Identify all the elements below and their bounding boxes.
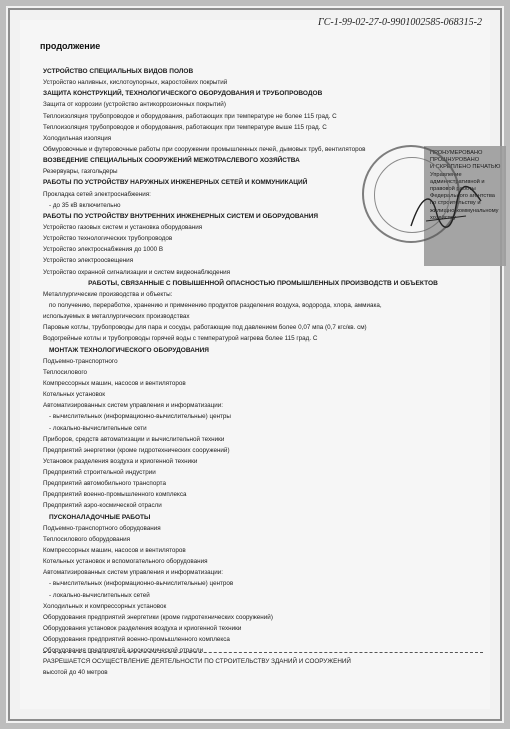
list-item: Подъемно-транспортного оборудования: [43, 524, 161, 532]
list-item: Установок разделения воздуха и криогенной техники: [43, 457, 198, 465]
stamp-line: по строительству и: [430, 200, 481, 207]
list-item: по получению, переработке, хранению и применению продуктов разделения воздуха, водорода, хлора, аммиака,: [49, 301, 382, 309]
section-heading: ЗАЩИТА КОНСТРУКЦИЙ, ТЕХНОЛОГИЧЕСКОГО ОБОРУДОВАНИЯ И ТРУБОПРОВОДОВ: [43, 90, 323, 98]
list-item: Устройство наливных, кислотоупорных, жаростойких покрытий: [43, 79, 228, 87]
section-heading: ВОЗВЕДЕНИЕ СПЕЦИАЛЬНЫХ СООРУЖЕНИЙ МЕЖОТРАСЛЕВОГО ХОЗЯЙСТВА: [43, 157, 300, 165]
list-item: Котельных установок и вспомогательного оборудования: [43, 558, 208, 566]
list-item: Предприятий строительной индустрии: [43, 469, 156, 477]
stamp-line: жилищно-коммунальному хозяйству: [430, 207, 499, 221]
list-item: - локально-вычислительных сетей: [49, 591, 150, 599]
list-item: - до 35 кВ включительно: [49, 201, 121, 209]
list-item: Предприятий аэро-космической отрасли: [43, 502, 162, 510]
stamp-line: ПРОНУМЕРОВАНО: [430, 150, 483, 156]
list-item: Компрессорных машин, насосов и вентиляторов: [43, 547, 186, 555]
list-item: Теплоизоляция трубопроводов и оборудования, работающих при температуре не более 115 град. С: [43, 112, 337, 120]
list-item: используемых в металлургических производствах: [43, 313, 190, 321]
list-item: Обмуровочные и футеровочные работы при сооружении промышленных печей, дымовых труб, вентиляторов: [43, 145, 366, 153]
list-item: Предприятий автомобильного транспорта: [43, 480, 167, 488]
stamp-line: И СКРЕПЛЕНО ПЕЧАТЬЮ: [430, 164, 501, 171]
continuation-label: продолжение: [40, 41, 101, 51]
license-number: ГС-1-99-02-27-0-9901002585-068315-2: [318, 17, 482, 28]
list-item: Подъемно-транспортного: [43, 357, 118, 365]
list-item: Устройство газовых систем и установка оборудования: [43, 223, 203, 231]
stamp-line: ПРОШНУРОВАНО: [430, 157, 480, 164]
list-item: Водогрейные котлы и трубопроводы горячей воды с температурой нагрева более 115 град. С: [43, 335, 318, 343]
list-item: Предприятий энергетики (кроме гидротехнических сооружений): [43, 446, 230, 454]
list-item: Паровые котлы, трубопроводы для пара и сосуды, работающие под давлением более 0,07 мпа (0,7 кгс/кв. см): [43, 324, 367, 332]
section-heading: УСТРОЙСТВО СПЕЦИАЛЬНЫХ ВИДОВ ПОЛОВ: [43, 68, 194, 75]
divider: [43, 652, 483, 653]
list-item: Оборудования предприятий аэрокосмической отрасли: [43, 647, 204, 655]
list-item: Устройство электроснабжения до 1000 В: [43, 246, 164, 254]
list-item: Оборудования предприятий энергетики (кроме гидротехнических сооружений): [43, 613, 273, 621]
permission-height: высотой до 40 метров: [43, 669, 108, 677]
list-item: Оборудования предприятий военно-промышленного комплекса: [43, 636, 230, 644]
permission-note: [43, 647, 483, 678]
list-item: Оборудования установок разделения воздуха и криогенной техники: [43, 625, 242, 633]
list-item: Теплосилового оборудования: [43, 535, 131, 543]
list-item: - вычислительных (информационно-вычислительные) центров: [49, 580, 234, 588]
stamp-line: Федерального агентства: [430, 193, 495, 200]
list-item: Котельных установок: [43, 391, 106, 399]
list-item: Устройство охранной сигнализации и систем видеонаблюдения: [43, 268, 231, 276]
list-item: Устройство технологических трубопроводов: [43, 235, 173, 243]
list-item: Компрессорных машин, насосов и вентиляторов: [43, 379, 186, 387]
list-item: Приборов, средств автоматизации и вычислительной техники: [43, 435, 225, 443]
stamp-line: Управление административной и правовой работы: [430, 171, 485, 193]
list-item: Устройство электроосвещения: [43, 257, 134, 265]
list-item: Теплосилового: [43, 368, 88, 376]
list-item: Автоматизированных систем управления и информатизации:: [43, 402, 224, 410]
list-item: - вычислительных (информационно-вычислительные) центры: [49, 413, 231, 421]
list-item: Металлургические производства и объекты:: [43, 290, 173, 298]
list-item: Прокладка сетей электроснабжения:: [43, 190, 151, 198]
section-heading: РАБОТЫ ПО УСТРОЙСТВУ ВНУТРЕННИХ ИНЖЕНЕРНЫХ СИСТЕМ И ОБОРУДОВАНИЯ: [43, 212, 319, 220]
section-heading: РАБОТЫ ПО УСТРОЙСТВУ НАРУЖНЫХ ИНЖЕНЕРНЫХ СЕТЕЙ И КОММУНИКАЦИЙ: [43, 179, 308, 187]
list-item: Резервуары, газгольдеры: [43, 168, 118, 176]
list-item: Защита от коррозии (устройство антикоррозионных покрытий): [43, 101, 226, 109]
section-heading: МОНТАЖ ТЕХНОЛОГИЧЕСКОГО ОБОРУДОВАНИЯ: [49, 346, 209, 354]
section-heading: РАБОТЫ, СВЯЗАННЫЕ С ПОВЫШЕННОЙ ОПАСНОСТЬЮ ПРОМЫШЛЕННЫХ ПРОИЗВОДСТВ И ОБЪЕКТОВ: [88, 279, 438, 287]
list-item: Предприятий военно-промышленного комплекса: [43, 491, 187, 499]
list-item: Холодильная изоляция: [43, 134, 112, 142]
permission-text: РАЗРЕШАЕТСЯ ОСУЩЕСТВЛЕНИЕ ДЕЯТЕЛЬНОСТИ ПО СТРОИТЕЛЬСТВУ ЗДАНИЙ И СООРУЖЕНИЙ: [43, 658, 351, 665]
section-heading: ПУСКОНАЛАДОЧНЫЕ РАБОТЫ: [49, 513, 151, 521]
list-item: Теплоизоляция трубопроводов и оборудования, работающих при температуре выше 115 град. С: [43, 123, 327, 131]
list-item: Автоматизированных систем управления и информатизации:: [43, 569, 224, 577]
list-item: Холодильных и компрессорных установок: [43, 602, 167, 610]
signature-icon: [406, 176, 486, 246]
list-item: - локально-вычислительные сети: [49, 424, 147, 432]
